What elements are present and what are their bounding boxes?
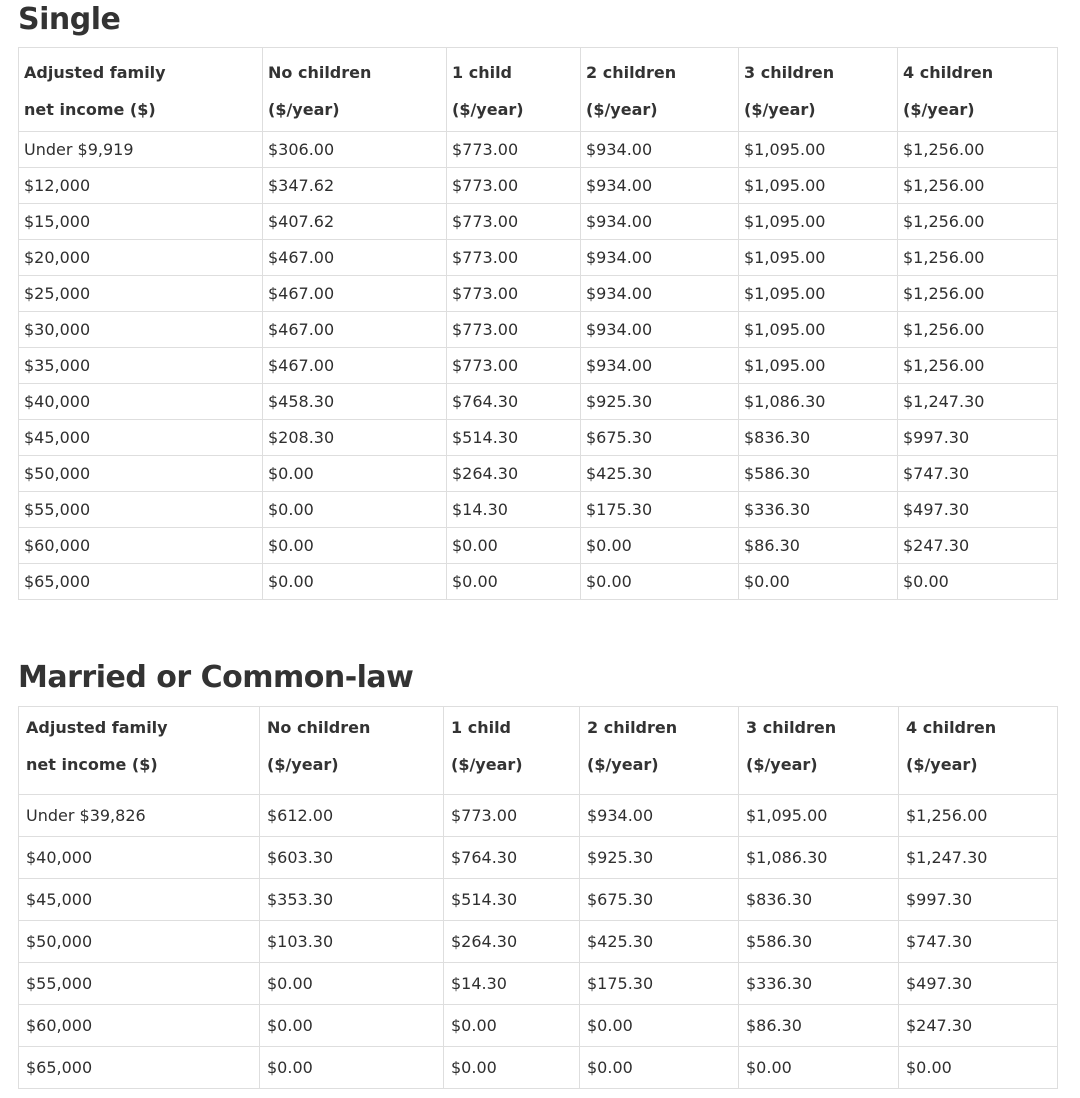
table-cell: $0.00 <box>898 564 1058 600</box>
table-cell: $675.30 <box>580 879 739 921</box>
table-row <box>19 492 1058 528</box>
table-row <box>19 240 1058 276</box>
column-header-line2: ($/year) <box>906 755 978 774</box>
table-cell: $264.30 <box>447 456 581 492</box>
column-header-line2: net income ($) <box>24 100 156 119</box>
table-cell: $0.00 <box>447 564 581 600</box>
table-cell: $586.30 <box>739 921 899 963</box>
table-cell: $934.00 <box>580 795 739 837</box>
table-cell: $1,095.00 <box>739 204 898 240</box>
table-row <box>19 1047 1058 1089</box>
column-header <box>580 707 739 795</box>
table-cell: $45,000 <box>19 420 263 456</box>
table-cell: $773.00 <box>447 168 581 204</box>
table-cell: $0.00 <box>263 492 447 528</box>
column-header <box>19 707 260 795</box>
table-row <box>19 528 1058 564</box>
table-cell: $1,095.00 <box>739 348 898 384</box>
section-title-married: Married or Common-law <box>18 660 414 695</box>
column-header-line1: 2 children <box>586 63 677 82</box>
table-cell: $60,000 <box>19 1005 260 1047</box>
table-cell: $35,000 <box>19 348 263 384</box>
table-cell: $1,086.30 <box>739 837 899 879</box>
table-cell: $0.00 <box>263 528 447 564</box>
table-cell: $603.30 <box>260 837 444 879</box>
table-row <box>19 132 1058 168</box>
table-cell: $0.00 <box>263 564 447 600</box>
table-cell: $86.30 <box>739 528 898 564</box>
table-cell: $934.00 <box>581 132 739 168</box>
table-cell: Under $39,826 <box>19 795 260 837</box>
table-cell: $764.30 <box>447 384 581 420</box>
table-cell: $407.62 <box>263 204 447 240</box>
table-cell: $65,000 <box>19 564 263 600</box>
table-cell: $264.30 <box>444 921 580 963</box>
table-cell: $925.30 <box>580 837 739 879</box>
table-cell: $86.30 <box>739 1005 899 1047</box>
table-cell: $25,000 <box>19 276 263 312</box>
table-cell: $836.30 <box>739 420 898 456</box>
column-header-line2: ($/year) <box>744 100 816 119</box>
table-cell: $306.00 <box>263 132 447 168</box>
table-cell: $934.00 <box>581 348 739 384</box>
table-row <box>19 837 1058 879</box>
table-row <box>19 204 1058 240</box>
column-header <box>739 707 899 795</box>
table-cell: $458.30 <box>263 384 447 420</box>
table-cell: $247.30 <box>899 1005 1058 1047</box>
table-cell: $336.30 <box>739 492 898 528</box>
table-header-row <box>19 48 1058 132</box>
table-row <box>19 1005 1058 1047</box>
table-cell: $497.30 <box>899 963 1058 1005</box>
table-cell: $934.00 <box>581 312 739 348</box>
column-header-line1: 1 child <box>451 718 511 737</box>
table-cell: $0.00 <box>581 564 739 600</box>
column-header-line2: ($/year) <box>586 100 658 119</box>
table-row <box>19 420 1058 456</box>
table-cell: $773.00 <box>447 240 581 276</box>
table-row <box>19 564 1058 600</box>
column-header-line1: No children <box>268 63 372 82</box>
table-cell: $773.00 <box>447 348 581 384</box>
column-header-line1: 4 children <box>903 63 994 82</box>
table-cell: $1,256.00 <box>898 348 1058 384</box>
table-cell: $773.00 <box>447 204 581 240</box>
table-cell: $747.30 <box>898 456 1058 492</box>
table-cell: $925.30 <box>581 384 739 420</box>
table-cell: $747.30 <box>899 921 1058 963</box>
column-header-line1: No children <box>267 718 371 737</box>
single-rates-table <box>18 47 1058 600</box>
column-header-line1: 3 children <box>746 718 837 737</box>
table-cell: $467.00 <box>263 276 447 312</box>
table-cell: $45,000 <box>19 879 260 921</box>
column-header <box>739 48 898 132</box>
table-cell: $497.30 <box>898 492 1058 528</box>
column-header-line2: ($/year) <box>451 755 523 774</box>
table-cell: $514.30 <box>444 879 580 921</box>
table-cell: $675.30 <box>581 420 739 456</box>
table-cell: $0.00 <box>260 1047 444 1089</box>
table-cell: $353.30 <box>260 879 444 921</box>
table-cell: $586.30 <box>739 456 898 492</box>
table-cell: $773.00 <box>447 132 581 168</box>
table-cell: $0.00 <box>444 1047 580 1089</box>
table-cell: $467.00 <box>263 240 447 276</box>
table-cell: $764.30 <box>444 837 580 879</box>
table-cell: $1,095.00 <box>739 276 898 312</box>
table-cell: $15,000 <box>19 204 263 240</box>
table-cell: $50,000 <box>19 456 263 492</box>
column-header <box>19 48 263 132</box>
table-cell: $50,000 <box>19 921 260 963</box>
table-cell: $1,095.00 <box>739 240 898 276</box>
column-header-line2: ($/year) <box>267 755 339 774</box>
table-cell: $425.30 <box>580 921 739 963</box>
table-cell: $347.62 <box>263 168 447 204</box>
table-row <box>19 921 1058 963</box>
table-cell: $1,247.30 <box>899 837 1058 879</box>
table-cell: $60,000 <box>19 528 263 564</box>
column-header-line1: Adjusted family <box>26 718 168 737</box>
table-cell: $1,256.00 <box>899 795 1058 837</box>
table-cell: $65,000 <box>19 1047 260 1089</box>
table-cell: $997.30 <box>898 420 1058 456</box>
table-cell: $1,256.00 <box>898 168 1058 204</box>
table-cell: $836.30 <box>739 879 899 921</box>
table-cell: $175.30 <box>580 963 739 1005</box>
column-header <box>899 707 1058 795</box>
table-cell: $1,086.30 <box>739 384 898 420</box>
table-row <box>19 276 1058 312</box>
table-cell: $55,000 <box>19 492 263 528</box>
table-row <box>19 795 1058 837</box>
table-cell: $20,000 <box>19 240 263 276</box>
table-cell: $0.00 <box>580 1047 739 1089</box>
table-cell: $336.30 <box>739 963 899 1005</box>
table-row <box>19 384 1058 420</box>
table-cell: $934.00 <box>581 168 739 204</box>
table-cell: $773.00 <box>444 795 580 837</box>
table-header-row <box>19 707 1058 795</box>
column-header-line2: ($/year) <box>746 755 818 774</box>
table-cell: $934.00 <box>581 204 739 240</box>
column-header-line1: Adjusted family <box>24 63 166 82</box>
table-cell: $55,000 <box>19 963 260 1005</box>
married-rates-table <box>18 706 1058 1089</box>
column-header-line1: 4 children <box>906 718 997 737</box>
table-body <box>19 795 1058 1089</box>
table-cell: $612.00 <box>260 795 444 837</box>
table-row <box>19 963 1058 1005</box>
table-cell: $208.30 <box>263 420 447 456</box>
column-header-line1: 1 child <box>452 63 512 82</box>
table-cell: $247.30 <box>898 528 1058 564</box>
table-cell: $1,256.00 <box>898 240 1058 276</box>
table-row <box>19 348 1058 384</box>
table-cell: $175.30 <box>581 492 739 528</box>
table-cell: $14.30 <box>444 963 580 1005</box>
table-cell: $0.00 <box>739 564 898 600</box>
table-cell: $1,256.00 <box>898 312 1058 348</box>
table-cell: $12,000 <box>19 168 263 204</box>
table-cell: $0.00 <box>444 1005 580 1047</box>
column-header <box>260 707 444 795</box>
table-cell: $30,000 <box>19 312 263 348</box>
table-body <box>19 132 1058 600</box>
section-title-single: Single <box>18 2 121 37</box>
column-header-line1: 3 children <box>744 63 835 82</box>
column-header-line2: ($/year) <box>452 100 524 119</box>
table-cell: $425.30 <box>581 456 739 492</box>
column-header-line2: net income ($) <box>26 755 158 774</box>
table-cell: $1,256.00 <box>898 204 1058 240</box>
table-cell: $0.00 <box>263 456 447 492</box>
table-cell: $1,095.00 <box>739 168 898 204</box>
column-header <box>898 48 1058 132</box>
column-header-line1: 2 children <box>587 718 678 737</box>
column-header-line2: ($/year) <box>587 755 659 774</box>
table-row <box>19 168 1058 204</box>
table-cell: $40,000 <box>19 837 260 879</box>
table-cell: $0.00 <box>581 528 739 564</box>
table-cell: $0.00 <box>580 1005 739 1047</box>
table-cell: $934.00 <box>581 240 739 276</box>
table-row <box>19 879 1058 921</box>
column-header-line2: ($/year) <box>903 100 975 119</box>
table-cell: $997.30 <box>899 879 1058 921</box>
table-cell: $0.00 <box>260 963 444 1005</box>
table-cell: $467.00 <box>263 312 447 348</box>
column-header <box>581 48 739 132</box>
table-cell: $1,095.00 <box>739 312 898 348</box>
table-cell: $103.30 <box>260 921 444 963</box>
column-header <box>447 48 581 132</box>
table-cell: $934.00 <box>581 276 739 312</box>
table-cell: $14.30 <box>447 492 581 528</box>
table-row <box>19 456 1058 492</box>
table-cell: $0.00 <box>739 1047 899 1089</box>
table-cell: $0.00 <box>447 528 581 564</box>
column-header-line2: ($/year) <box>268 100 340 119</box>
table-row <box>19 312 1058 348</box>
table-cell: $0.00 <box>260 1005 444 1047</box>
table-cell: $1,247.30 <box>898 384 1058 420</box>
table-cell: Under $9,919 <box>19 132 263 168</box>
table-cell: $1,256.00 <box>898 276 1058 312</box>
table-cell: $1,256.00 <box>898 132 1058 168</box>
column-header <box>444 707 580 795</box>
table-cell: $467.00 <box>263 348 447 384</box>
table-cell: $0.00 <box>899 1047 1058 1089</box>
table-cell: $40,000 <box>19 384 263 420</box>
table-cell: $514.30 <box>447 420 581 456</box>
table-cell: $1,095.00 <box>739 795 899 837</box>
column-header <box>263 48 447 132</box>
table-cell: $1,095.00 <box>739 132 898 168</box>
table-cell: $773.00 <box>447 312 581 348</box>
table-cell: $773.00 <box>447 276 581 312</box>
